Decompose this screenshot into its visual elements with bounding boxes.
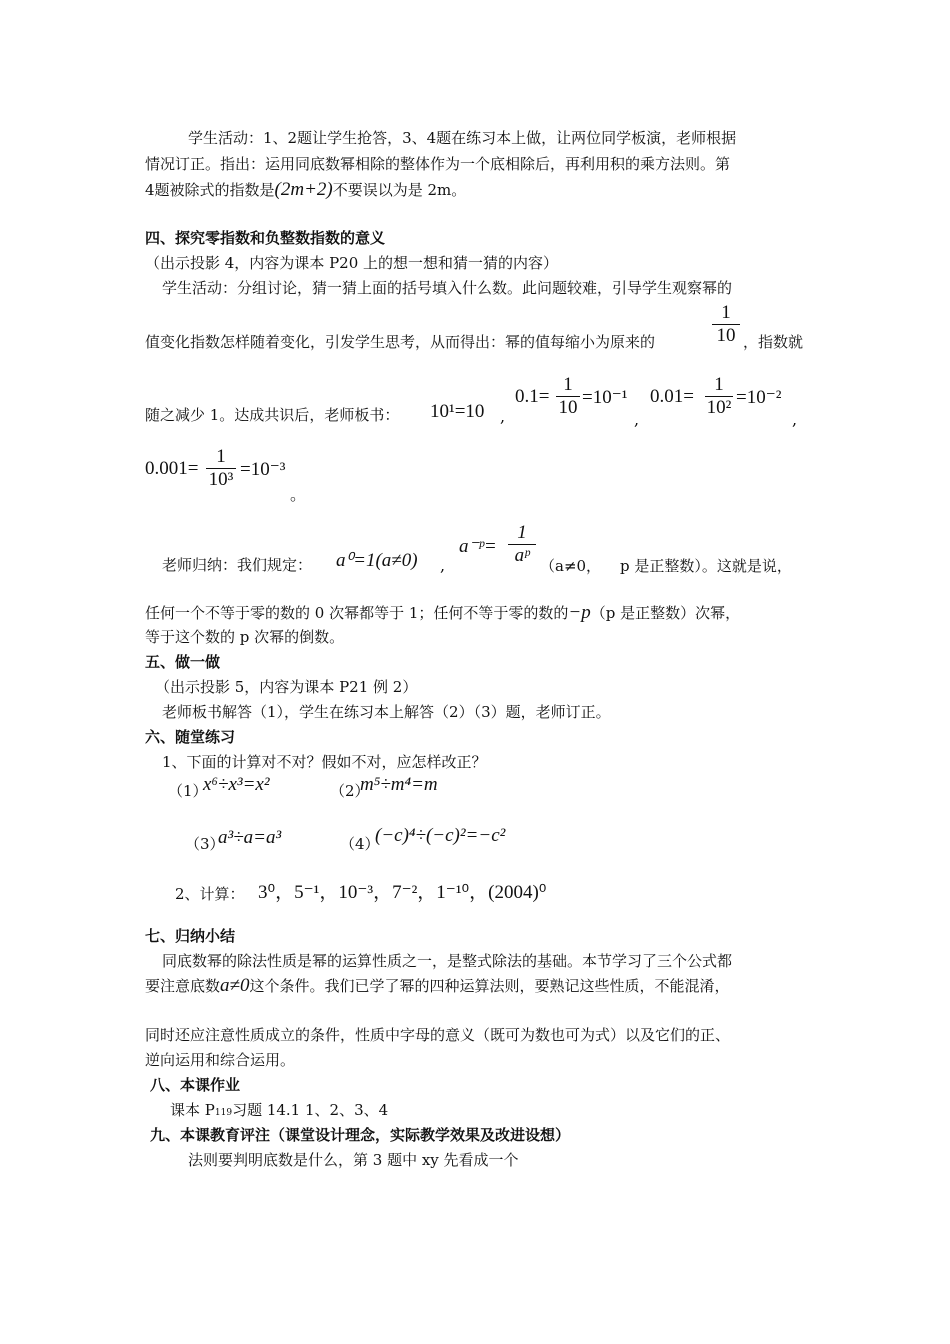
exercise-question-2-label: 2、计算： xyxy=(175,885,245,903)
paragraph-rule-explanation-1 xyxy=(145,603,740,623)
paragraph-discussion-1: 学生活动：分组讨论，猜一猜上面的括号填入什么数。此问题较难，引导学生观察幂的 xyxy=(162,279,733,297)
equation-0.001-rhs: =10⁻³ xyxy=(240,459,286,480)
period: 。 xyxy=(290,485,307,504)
rule-condition-tail: p 是正整数）。这就是说， xyxy=(620,557,792,575)
projection-note-5: （出示投影 5，内容为课本 P21 例 2） xyxy=(155,678,418,696)
text: 任何一个不等于零的数的 0 次幂都等于 1；任何不等于零的数的 xyxy=(145,604,569,622)
paragraph-teacher-summary: 老师归纳：我们规定： xyxy=(162,556,313,574)
text: 4题被除式的指数是 xyxy=(145,181,275,199)
fraction-denominator: 10³ xyxy=(206,468,236,491)
page-subscript: 119 xyxy=(214,1108,233,1118)
exercise-item-2: m⁵÷m⁴=m xyxy=(360,774,438,795)
fraction-numerator: 1 xyxy=(517,522,527,543)
text: 这个条件。我们已学了幂的四种运算法则，要熟记这些性质，不能混淆， xyxy=(249,977,730,995)
text: （p 是正整数）次幂， xyxy=(590,604,741,622)
rule-zero-exponent: a⁰=1(a≠0) xyxy=(336,550,418,571)
text: 课本 P xyxy=(170,1101,215,1119)
text: 习题 14.1 1、2、3、4 xyxy=(232,1101,389,1119)
commentary-paragraph: 法则要判明底数是什么，第 3 题中 xy 先看成一个 xyxy=(188,1151,519,1169)
paragraph-board-writing: 随之减少 1。达成共识后，老师板书： xyxy=(145,406,400,424)
fraction-numerator: 1 xyxy=(721,302,731,323)
section-heading-4: 四、探究零指数和负整数指数的意义 xyxy=(145,229,386,247)
section-heading-6: 六、随堂练习 xyxy=(145,728,236,746)
projection-note-4: （出示投影 4，内容为课本 P20 上的想一想和猜一猜的内容） xyxy=(145,254,559,272)
paragraph-discussion-2 xyxy=(145,332,655,352)
rule-negative-exponent-lhs: a⁻ᵖ= xyxy=(459,536,497,557)
exercise-item-4-label: （4） xyxy=(340,835,380,853)
text: 值变化指数怎样随着变化，引发学生思考，从而得出：幂的值每缩小为原来的 xyxy=(145,333,656,351)
fraction-numerator: 1 xyxy=(714,374,724,395)
fraction-denominator: 10 xyxy=(556,396,580,419)
equation-0.1-lhs: 0.1= xyxy=(515,386,550,407)
text: 要注意底数 xyxy=(145,977,221,995)
exercise-item-2-label: （2） xyxy=(330,782,370,800)
summary-paragraph-4: 逆向运用和综合运用。 xyxy=(145,1051,296,1069)
exercise-item-1-label: （1） xyxy=(168,782,208,800)
exercise-question-2-expressions: 3⁰，5⁻¹，10⁻³，7⁻²，1⁻¹⁰，(2004)⁰ xyxy=(258,882,547,903)
exercise-item-3-label: （3） xyxy=(185,835,225,853)
fraction-numerator: 1 xyxy=(216,446,226,467)
paragraph-rule-explanation-2: 等于这个数的 p 次幂的倒数。 xyxy=(145,628,345,646)
fraction-numerator: 1 xyxy=(563,374,573,395)
equation-0.1-rhs: =10⁻¹ xyxy=(582,387,628,408)
math-negative-p: −p xyxy=(568,602,591,623)
exercise-question-1: 1、下面的计算对不对？假如不对，应怎样改正？ xyxy=(162,753,487,771)
exercise-item-4: (−c)⁴÷(−c)²=−c² xyxy=(375,825,506,846)
exercise-item-3: a³÷a=a³ xyxy=(218,827,282,848)
equation-0.01-lhs: 0.01= xyxy=(650,386,694,407)
homework-text xyxy=(170,1100,388,1123)
summary-paragraph-1: 同底数幂的除法性质是幂的运算性质之一，是整式除法的基础。本节学习了三个公式都 xyxy=(162,952,733,970)
paragraph-student-activity-1: 学生活动：1、2题让学生抢答，3、4题在练习本上做，让两位同学板演，老师根据 xyxy=(188,129,737,147)
separator: , xyxy=(792,410,798,429)
exercise-item-1: x⁶÷x³=x² xyxy=(203,774,270,795)
section-heading-8: 八、本课作业 xyxy=(150,1076,241,1094)
separator: , xyxy=(634,410,640,429)
fraction-one-tenth xyxy=(712,302,740,347)
equation-0.001-lhs: 0.001= xyxy=(145,458,199,479)
equation-10-power-1: 10¹=10 xyxy=(430,401,485,422)
section-heading-7: 七、归纳小结 xyxy=(145,927,236,945)
paragraph-student-activity-3 xyxy=(145,180,466,200)
fraction-1-over-10 xyxy=(556,374,580,419)
paragraph-example: 老师板书解答（1），学生在练习本上解答（2）（3）题，老师订正。 xyxy=(162,703,611,721)
fraction-denominator: aᵖ xyxy=(508,544,536,567)
text: 不要误以为是 2m。 xyxy=(332,181,467,199)
text: ，指数就 xyxy=(743,333,804,351)
fraction-1-over-a-power-p xyxy=(508,522,536,567)
section-heading-9: 九、本课教育评注（课堂设计理念，实际教学效果及改进设想） xyxy=(150,1126,571,1144)
fraction-denominator: 10 xyxy=(712,324,740,347)
separator: , xyxy=(440,556,446,575)
summary-paragraph-2 xyxy=(145,976,729,996)
rule-condition: （a≠0， xyxy=(540,557,602,575)
equation-0.01-rhs: =10⁻² xyxy=(736,387,782,408)
section-heading-5: 五、做一做 xyxy=(145,653,221,671)
summary-paragraph-3: 同时还应注意性质成立的条件，性质中字母的意义（既可为数也可为式）以及它们的正、 xyxy=(145,1026,731,1044)
separator: , xyxy=(500,407,506,426)
fraction-1-over-100 xyxy=(705,374,733,419)
math-a-not-zero: a≠0 xyxy=(220,975,250,996)
math-expression: (2m+2) xyxy=(274,179,333,200)
fraction-denominator: 10² xyxy=(706,397,732,418)
paragraph-student-activity-2: 情况订正。指出：运用同底数幂相除的整体作为一个底相除后，再利用积的乘方法则。第 xyxy=(145,155,731,173)
fraction-1-over-1000 xyxy=(206,446,236,491)
